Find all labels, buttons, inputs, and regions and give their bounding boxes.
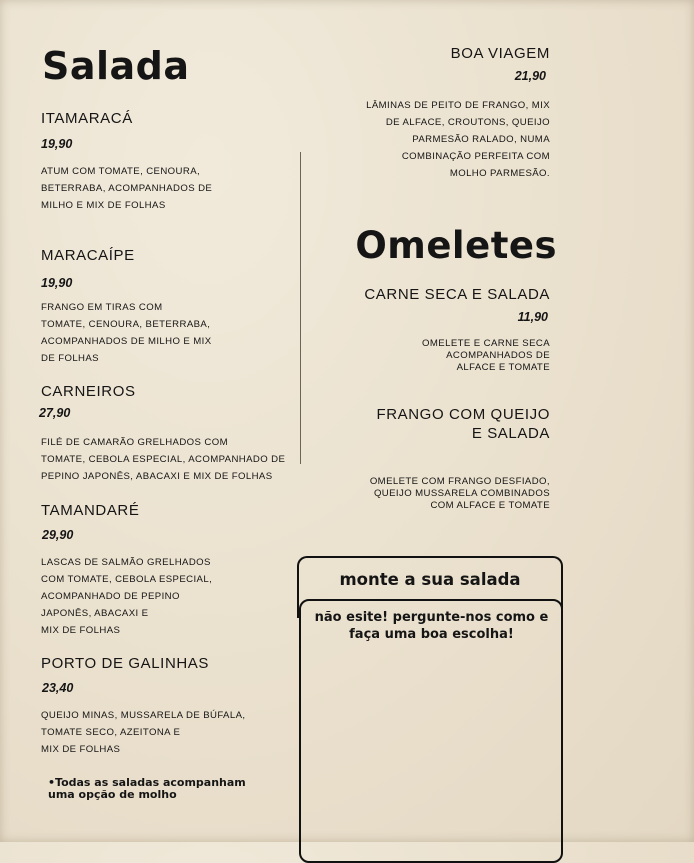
desc-line: FILÉ DE CAMARÃO GRELHADOS COM bbox=[41, 437, 228, 448]
desc-line: DE ALFACE, CROUTONS, QUEIJO bbox=[385, 117, 550, 128]
dish-tamandare-price: 29,90 bbox=[42, 528, 74, 542]
dish-frango-queijo-name bbox=[376, 405, 550, 443]
footnote-line: uma opção de molho bbox=[48, 788, 177, 801]
dish-itamaraca-price: 19,90 bbox=[41, 137, 73, 151]
desc-line: COM ALFACE E TOMATE bbox=[430, 500, 550, 511]
dish-boa-viagem-name: BOA VIAGEM bbox=[450, 45, 550, 62]
dish-frango-queijo-desc bbox=[370, 476, 550, 512]
desc-line: TOMATE, CENOURA, BETERRABA, bbox=[41, 319, 211, 330]
desc-line: OMELETE E CARNE SECA bbox=[422, 338, 550, 349]
dish-carneiros-price: 27,90 bbox=[39, 406, 71, 420]
desc-line: OMELETE COM FRANGO DESFIADO, bbox=[369, 476, 550, 487]
dish-boa-viagem-desc bbox=[366, 97, 550, 182]
dish-carneiros-name: CARNEIROS bbox=[41, 383, 136, 400]
dish-name-line: FRANGO COM QUEIJO bbox=[376, 406, 550, 423]
desc-line: COM TOMATE, CEBOLA ESPECIAL, bbox=[41, 574, 213, 585]
dish-carneiros-desc bbox=[41, 434, 285, 485]
dish-maracaipe-desc bbox=[41, 299, 212, 367]
desc-line: MILHO E MIX DE FOLHAS bbox=[41, 200, 166, 211]
dish-carne-seca-price: 11,90 bbox=[517, 310, 548, 324]
salada-footnote bbox=[48, 777, 246, 801]
dish-boa-viagem-price: 21,90 bbox=[514, 69, 546, 83]
dish-name-line: E SALADA bbox=[471, 425, 550, 442]
salada-title: Salada bbox=[42, 44, 190, 88]
dish-maracaipe-price: 19,90 bbox=[41, 276, 73, 290]
desc-line: QUEIJO MUSSARELA COMBINADOS bbox=[373, 488, 550, 499]
desc-line: DE FOLHAS bbox=[41, 353, 99, 364]
dish-itamaraca-name: ITAMARACÁ bbox=[41, 110, 133, 127]
desc-line: TOMATE SECO, AZEITONA E bbox=[41, 727, 181, 738]
dish-carne-seca-desc bbox=[422, 338, 550, 374]
desc-line: PARMESÃO RALADO, NUMA bbox=[412, 134, 550, 145]
footnote-line: •Todas as saladas acompanham bbox=[48, 776, 246, 789]
desc-line: JAPONÊS, ABACAXI E bbox=[41, 608, 149, 619]
desc-line: TOMATE, CEBOLA ESPECIAL, ACOMPANHADO DE bbox=[41, 454, 286, 465]
dish-tamandare-desc bbox=[41, 554, 212, 639]
desc-line: ACOMPANHADOS DE MILHO E MIX bbox=[41, 336, 212, 347]
desc-line: ATUM COM TOMATE, CENOURA, bbox=[41, 166, 201, 177]
dish-porto-de-galinhas-name: PORTO DE GALINHAS bbox=[41, 655, 210, 672]
dish-porto-de-galinhas-price: 23,40 bbox=[42, 681, 74, 695]
desc-line: ALFACE E TOMATE bbox=[456, 362, 550, 373]
monte-text-line: faça uma boa escolha! bbox=[349, 627, 514, 642]
desc-line: PEPINO JAPONÊS, ABACAXI E MIX DE FOLHAS bbox=[41, 471, 273, 482]
dish-porto-de-galinhas-desc bbox=[41, 707, 245, 758]
desc-line: FRANGO EM TIRAS COM bbox=[41, 302, 163, 313]
dish-tamandare-name: TAMANDARÉ bbox=[41, 502, 140, 519]
desc-line: COMBINAÇÃO PERFEITA COM bbox=[401, 151, 550, 162]
dish-itamaraca-desc bbox=[41, 163, 212, 214]
desc-line: BETERRABA, ACOMPANHADOS DE bbox=[41, 183, 213, 194]
monte-text-line: não esite! pergunte-nos como e bbox=[314, 610, 549, 625]
desc-line: QUEIJO MINAS, MUSSARELA DE BÚFALA, bbox=[41, 710, 246, 721]
desc-line: MIX DE FOLHAS bbox=[41, 625, 121, 636]
monte-salada-title: monte a sua salada bbox=[339, 570, 521, 589]
desc-line: MIX DE FOLHAS bbox=[41, 744, 121, 755]
desc-line: MOLHO PARMESÃO. bbox=[449, 168, 550, 179]
desc-line: LASCAS DE SALMÃO GRELHADOS bbox=[41, 557, 211, 568]
desc-line: ACOMPANHADO DE PEPINO bbox=[41, 591, 180, 602]
dish-maracaipe-name: MARACAÍPE bbox=[41, 247, 135, 264]
monte-salada-text bbox=[300, 609, 563, 643]
desc-line: LÂMINAS DE PEITO DE FRANGO, MIX bbox=[366, 100, 550, 111]
dish-carne-seca-name: CARNE SECA E SALADA bbox=[364, 286, 550, 303]
desc-line: ACOMPANHADOS DE bbox=[446, 350, 550, 361]
column-divider bbox=[300, 152, 301, 464]
omeletes-title: Omeletes bbox=[355, 224, 557, 267]
